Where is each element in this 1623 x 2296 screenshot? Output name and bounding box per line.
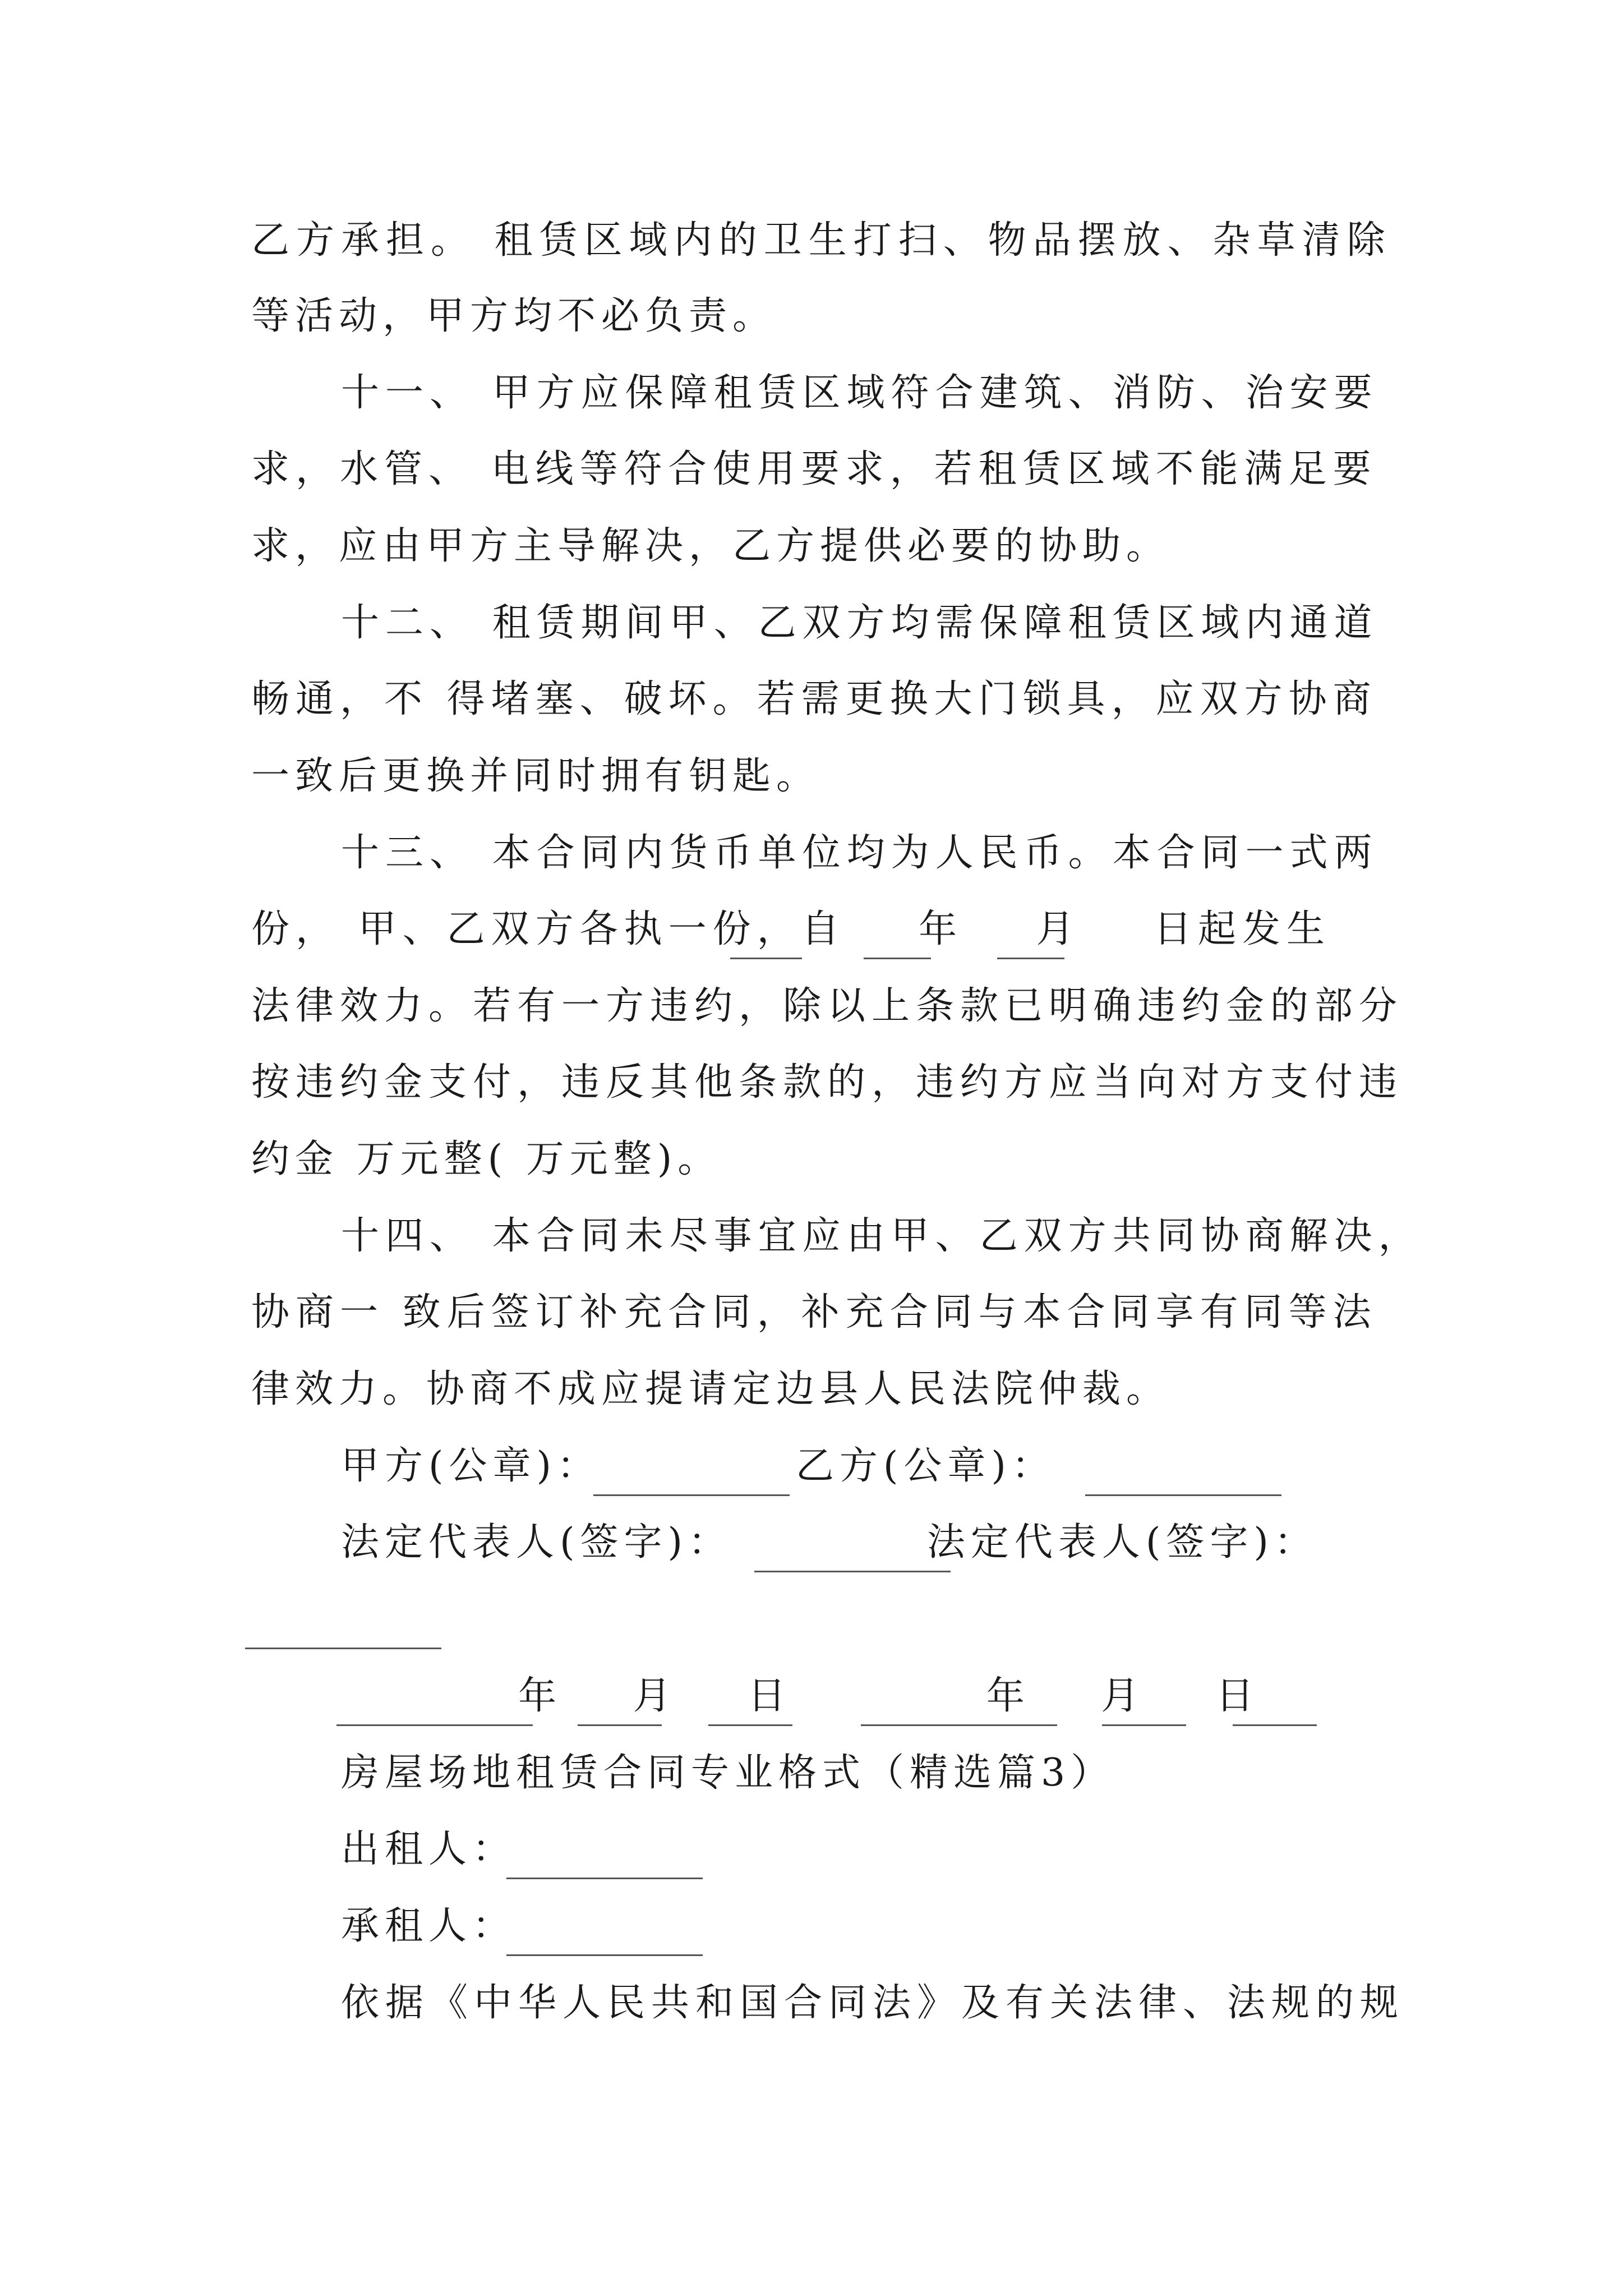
clause-13-line: 十三、 本合同内货币单位均为人民币。本合同一式两 [341,831,1378,875]
date-year-blank-b [861,1724,1057,1726]
section-heading: 房屋场地租赁合同专业格式（精选篇3） [341,1751,1115,1795]
date-month-blank-b [1102,1724,1186,1726]
text-line: 法律效力。若有一方违约，除以上条款已明确违约金的部分 [251,984,1404,1028]
party-b-seal-blank [1085,1494,1281,1496]
text-line: 求，水管、 电线等符合使用要求，若租赁区域不能满足要 [251,447,1377,491]
representative-signature-line: 法定代表人(签字)： 法定代表人(签字)： [341,1520,1318,1565]
text-line: 律效力。协商不成应提请定边县人民法院仲裁。 [251,1367,1170,1411]
party-seal-line: 甲方(公章)： 乙方(公章)： [341,1444,1055,1488]
text-line: 协商一 致后签订补充合同，补充合同与本合同享有同等法 [251,1290,1377,1335]
text-line: 按违约金支付，违反其他条款的，违约方应当向对方支付违 [251,1060,1404,1105]
text-line: 依据《中华人民共和国合同法》及有关法律、法规的规 [341,1981,1405,2025]
lessee-label: 承租人： [341,1904,517,1948]
lessor-label: 出租人： [341,1827,517,1871]
text-line: 求，应由甲方主导解决，乙方提供必要的协助。 [251,524,1170,568]
clause-14-line: 十四、 本合同未尽事宜应由甲、乙双方共同协商解决， [341,1214,1423,1258]
clause-11-line: 十一、 甲方应保障租赁区域符合建筑、消防、治安要 [341,371,1378,415]
party-a-signature-blank [754,1571,951,1572]
date-month-blank-a [578,1724,662,1726]
lessor-blank [506,1878,703,1879]
text-line: 约金 万元整( 万元整)。 [251,1137,722,1181]
date-year-blank-a [336,1724,533,1726]
text-line: 份， 甲、乙双方各执一份，自 年 月 日起发生 [251,907,1331,951]
date-line: 年 月 日 年 月 日 [341,1674,1260,1718]
blank-day-1 [730,958,802,959]
date-day-blank-b [1233,1724,1317,1726]
blank-day-3 [997,958,1064,959]
blank-day-2 [864,958,931,959]
text-line: 乙方承担。 租赁区域内的卫生打扫、物品摆放、杂草清除 [251,218,1392,263]
text-line: 畅通，不 得堵塞、破坏。若需更换大门锁具，应双方协商 [251,677,1377,721]
text-line: 一致后更换并同时拥有钥匙。 [251,754,820,798]
date-day-blank-a [708,1724,792,1726]
lessee-blank [506,1954,703,1956]
clause-12-line: 十二、 租赁期间甲、乙双方均需保障租赁区域内通道 [341,601,1378,645]
party-b-signature-blank [245,1648,441,1649]
party-a-seal-blank [593,1494,790,1496]
text-line: 等活动，甲方均不必负责。 [251,294,777,338]
